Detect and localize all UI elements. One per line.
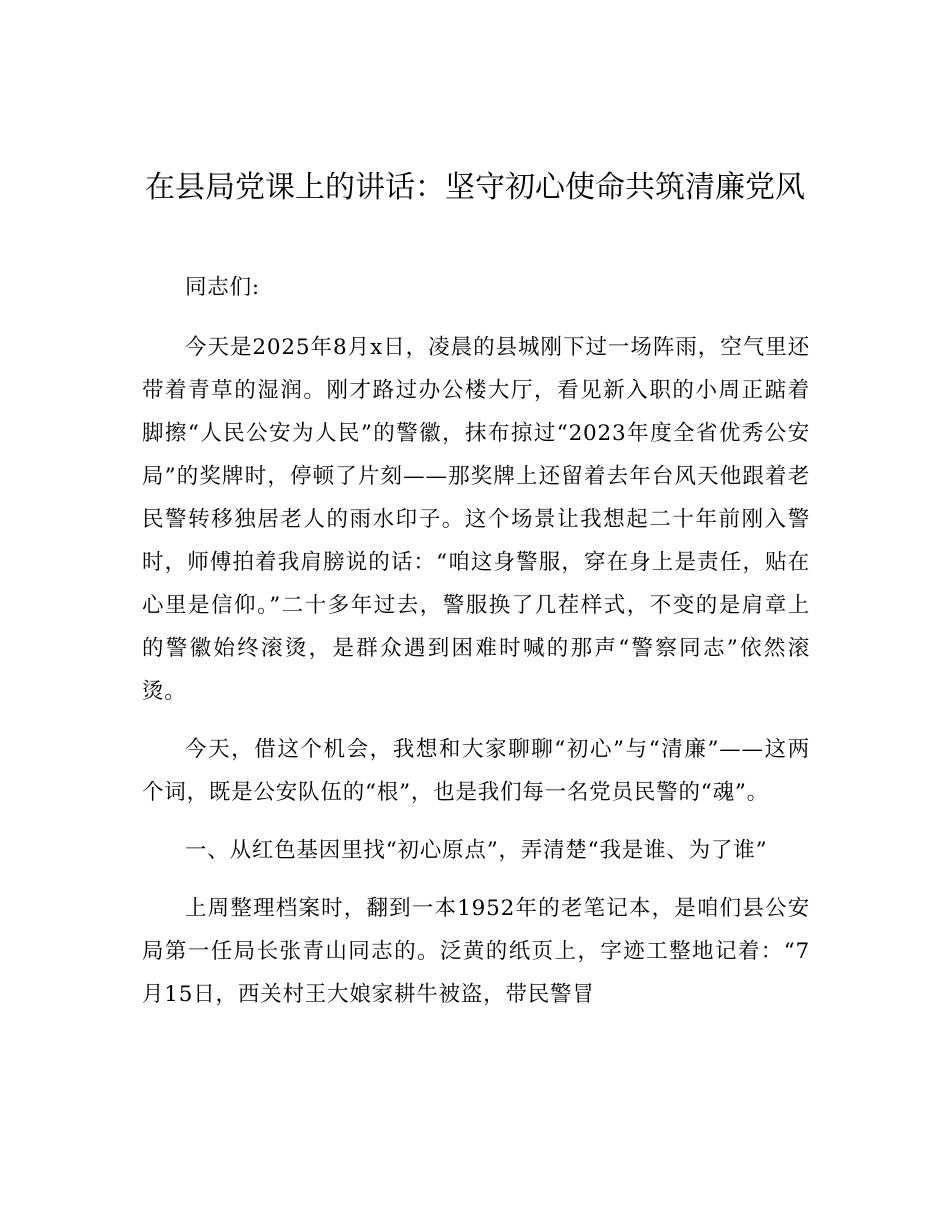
- document-title: 在县局党课上的讲话：坚守初心使命共筑清廉党风: [145, 170, 805, 205]
- salutation: 同志们:: [185, 275, 260, 300]
- paragraph-intro: 今天是2025年8月x日，凌晨的县城刚下过一场阵雨，空气里还带着青草的湿润。刚才路过办公楼大厅，看见新入职的小周正踮着脚擦“人民公安为人民”的警徽，抹布掠过“2023年度全省优秀公安局”的奖牌时，停顿了片刻——那奖牌上还留着去年台风天他跟着老民警转移独居老人的雨水印子。这个场景让我想起二十年前刚入警时，师傅拍着我肩膀说的话：“咱这身警服，穿在身上是责任，贴在心里是信仰。”二十多年过去，警服换了几茬样式，不变的是肩章上的警徽始终滚烫，是群众遇到困难时喊的那声“警察同志”依然滚烫。: [142, 335, 810, 704]
- paragraph-archive: 上周整理档案时，翻到一本1952年的老笔记本，是咱们县公安局第一任局长张青山同志的。泛黄的纸页上，字迹工整地记着：“7月15日，西关村王大娘家耕牛被盗，带民警冒: [142, 896, 810, 1007]
- section-heading-1: 一、从红色基因里找“初心原点”，弄清楚“我是谁、为了谁”: [185, 838, 768, 863]
- document-body: [142, 266, 810, 1031]
- paragraph-topic: 今天，借这个机会，我想和大家聊聊“初心”与“清廉”——这两个词，既是公安队伍的“根”，也是我们每一名党员民警的“魂”。: [142, 737, 810, 805]
